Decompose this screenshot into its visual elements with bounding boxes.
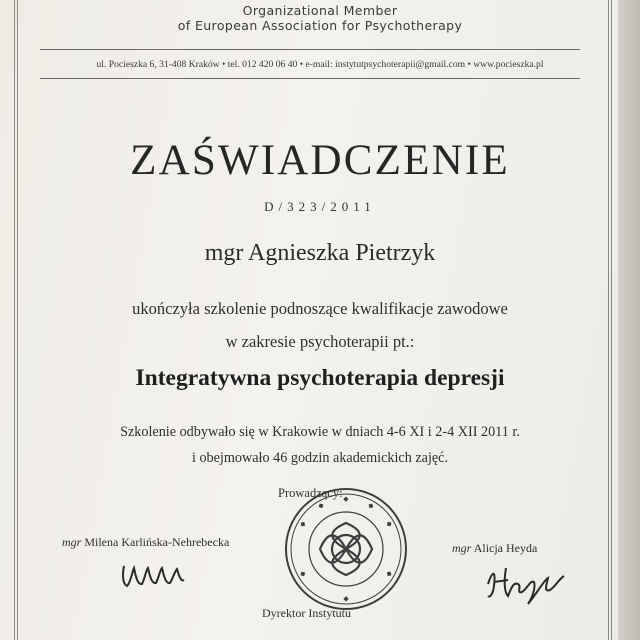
recipient-name: mgr Agnieszka Pietrzyk (204, 240, 436, 266)
border-line-left-outer (14, 0, 15, 640)
signatory-left-name: Milena Karlińska-Nehrebecka (84, 535, 230, 549)
course-title: Integratywna psychoterapia depresji (135, 365, 505, 391)
training-details-line1: Szkolenie odbywało się w Krakowie w dniach 4-6 XI i 2-4 XII 2011 r. (120, 424, 520, 440)
header-divider-top (40, 49, 580, 50)
org-membership-line1: Organizational Member (242, 3, 398, 18)
signatory-left-degree: mgr (62, 535, 82, 549)
svg-text:◆: ◆ (384, 519, 395, 529)
certificate-number: D/323/2011 (264, 199, 376, 214)
leaders-label: Prowadzący: (278, 486, 343, 500)
border-line-right-inner (608, 0, 609, 640)
svg-text:◆: ◆ (297, 519, 308, 529)
signatory-right-degree: mgr (452, 541, 472, 555)
org-membership-line2: of European Association for Psychotherapy (177, 18, 463, 33)
signatory-right-name: Alicja Heyda (473, 541, 538, 555)
border-line-left-inner (17, 0, 18, 640)
svg-text:◆: ◆ (366, 500, 376, 511)
institute-stamp-seal (282, 485, 410, 613)
border-line-right-outer (611, 0, 612, 640)
svg-text:◆: ◆ (343, 595, 349, 603)
header-divider-bottom (40, 78, 580, 79)
statement-line1: ukończyła szkolenie podnoszące kwalifikacje zawodowe (132, 299, 508, 318)
page-edge-shadow (618, 0, 640, 640)
contact-info: ul. Pocieszka 6, 31-408 Kraków • tel. 012 420 06 40 • e-mail: instytutpsychoterapii@gmail.com • www.pocieszka.pl (96, 59, 544, 70)
svg-text:◆: ◆ (316, 500, 326, 511)
training-details-line2: i obejmowało 46 godzin akademickich zajęć. (191, 450, 449, 466)
signatory-left (62, 535, 229, 550)
svg-text:◆: ◆ (384, 569, 395, 579)
handwritten-signature-left (118, 558, 188, 592)
svg-text:◆: ◆ (297, 569, 308, 579)
director-label: Dyrektor Instytutu (262, 606, 351, 620)
certificate-title: ZAŚWIADCZENIE (130, 137, 510, 184)
svg-text:◆: ◆ (343, 495, 349, 503)
handwritten-signature-right (478, 562, 570, 608)
signatory-right (452, 541, 537, 556)
statement-line2: w zakresie psychoterapii pt.: (225, 332, 415, 351)
